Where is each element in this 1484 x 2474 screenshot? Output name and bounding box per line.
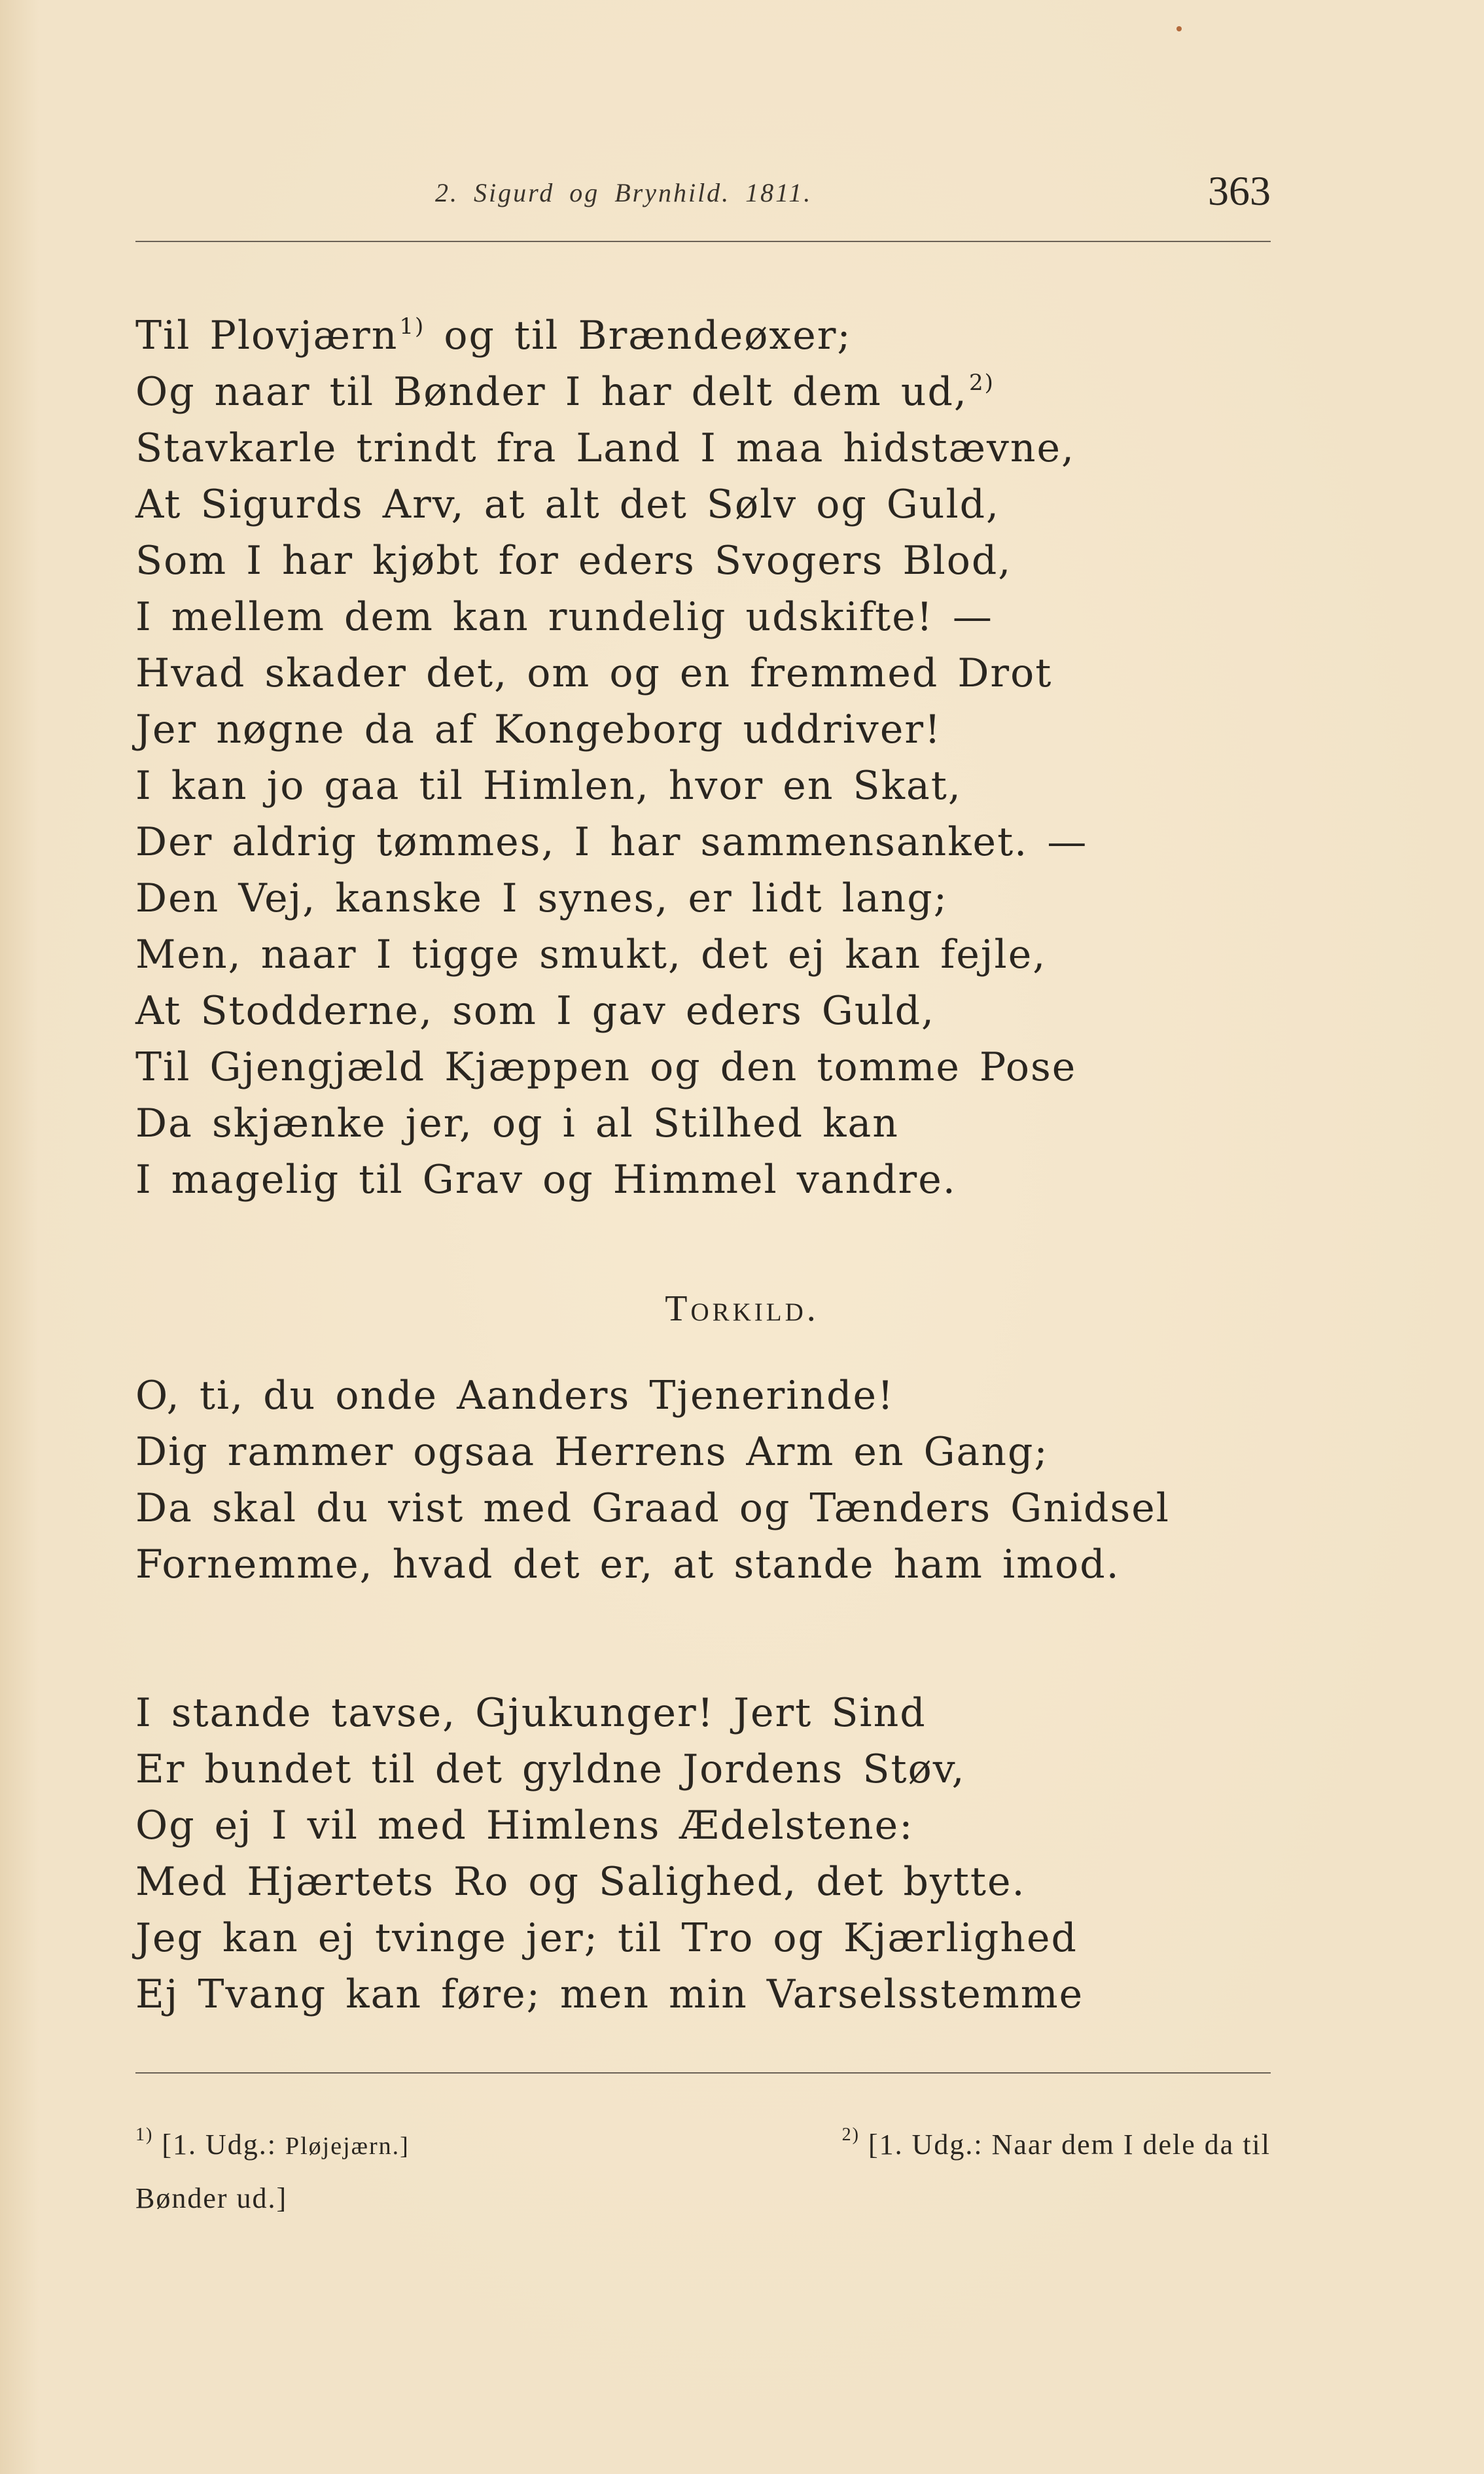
footnote-rule <box>135 2072 1271 2074</box>
verse-stanza-1 <box>135 308 1287 1208</box>
verse-line: Den Vej, kanske I synes, er lidt lang; <box>135 875 948 921</box>
footnote-2-continued: Bønder ud.] <box>135 2182 288 2214</box>
verse-line: Som I har kjøbt for eders Svogers Blod, <box>135 538 1012 584</box>
verse-stanza-3 <box>135 1685 1287 2023</box>
verse-line: At Stodderne, som I gav eders Guld, <box>135 988 936 1034</box>
header-rule <box>135 241 1271 242</box>
verse-line: Til Plovjærn$^{1)}$ og til Brændeøxer; <box>135 313 852 359</box>
verse-stanza-2 <box>135 1368 1287 1593</box>
paper-speck <box>1176 26 1182 31</box>
verse-line: Til Gjengjæld Kjæppen og den tomme Pose <box>135 1044 1077 1090</box>
verse-line: Fornemme, hvad det er, at stande ham imod. <box>135 1542 1120 1587</box>
verse-line: At Sigurds Arv, at alt det Sølv og Guld, <box>135 482 1000 527</box>
verse-line: I magelig til Grav og Himmel vandre. <box>135 1157 957 1203</box>
verse-line: Er bundet til det gyldne Jordens Støv, <box>135 1746 966 1792</box>
verse-line: Jer nøgne da af Kongeborg uddriver! <box>135 707 942 752</box>
footnote-2: $^{2)}$ [1. Udg.: Naar dem I dele da til <box>841 2125 1271 2161</box>
page-number: 363 <box>1208 168 1271 214</box>
verse-line: Jeg kan ej tvinge jer; til Tro og Kjærlighed <box>135 1915 1078 1961</box>
verse-line: Og naar til Bønder I har delt dem ud,$^{2)}$ <box>135 369 995 415</box>
verse-line: Med Hjærtets Ro og Salighed, det bytte. <box>135 1859 1026 1905</box>
verse-line: Stavkarle trindt fra Land I maa hidstævne, <box>135 425 1076 471</box>
verse-line: Da skal du vist med Graad og Tænders Gnidsel <box>135 1485 1170 1531</box>
footnote-ref-1: 1) <box>399 313 425 340</box>
verse-line: Der aldrig tømmes, I har sammensanket. — <box>135 819 1088 865</box>
footnote-line <box>135 2119 1271 2172</box>
running-header <box>135 168 1271 219</box>
footnote-1: $^{1)}$ [1. Udg.: Pløjejærn.] <box>135 2125 410 2161</box>
footnotes <box>135 2119 1271 2225</box>
running-title: 2. Sigurd og Brynhild. 1811. <box>435 178 813 207</box>
verse-line: I stande tavse, Gjukunger! Jert Sind <box>135 1690 927 1736</box>
verse-line: Hvad skader det, om og en fremmed Drot <box>135 650 1053 696</box>
verse-line: Dig rammer ogsaa Herrens Arm en Gang; <box>135 1429 1049 1475</box>
verse-line: Og ej I vil med Himlens Ædelstene: <box>135 1803 914 1848</box>
verse-line: Ej Tvang kan føre; men min Varselsstemme <box>135 1971 1084 2017</box>
verse-line: I mellem dem kan rundelig udskifte! — <box>135 594 993 640</box>
verse-line: I kan jo gaa til Himlen, hvor en Skat, <box>135 763 962 809</box>
footnote-ref-2: 2) <box>968 370 995 396</box>
speaker-name: Torkild. <box>665 1288 819 1329</box>
verse-line: Men, naar I tigge smukt, det ej kan fejle, <box>135 932 1047 978</box>
verse-line: Da skjænke jer, og i al Stilhed kan <box>135 1101 899 1146</box>
verse-line: O, ti, du onde Aanders Tjenerinde! <box>135 1373 895 1419</box>
